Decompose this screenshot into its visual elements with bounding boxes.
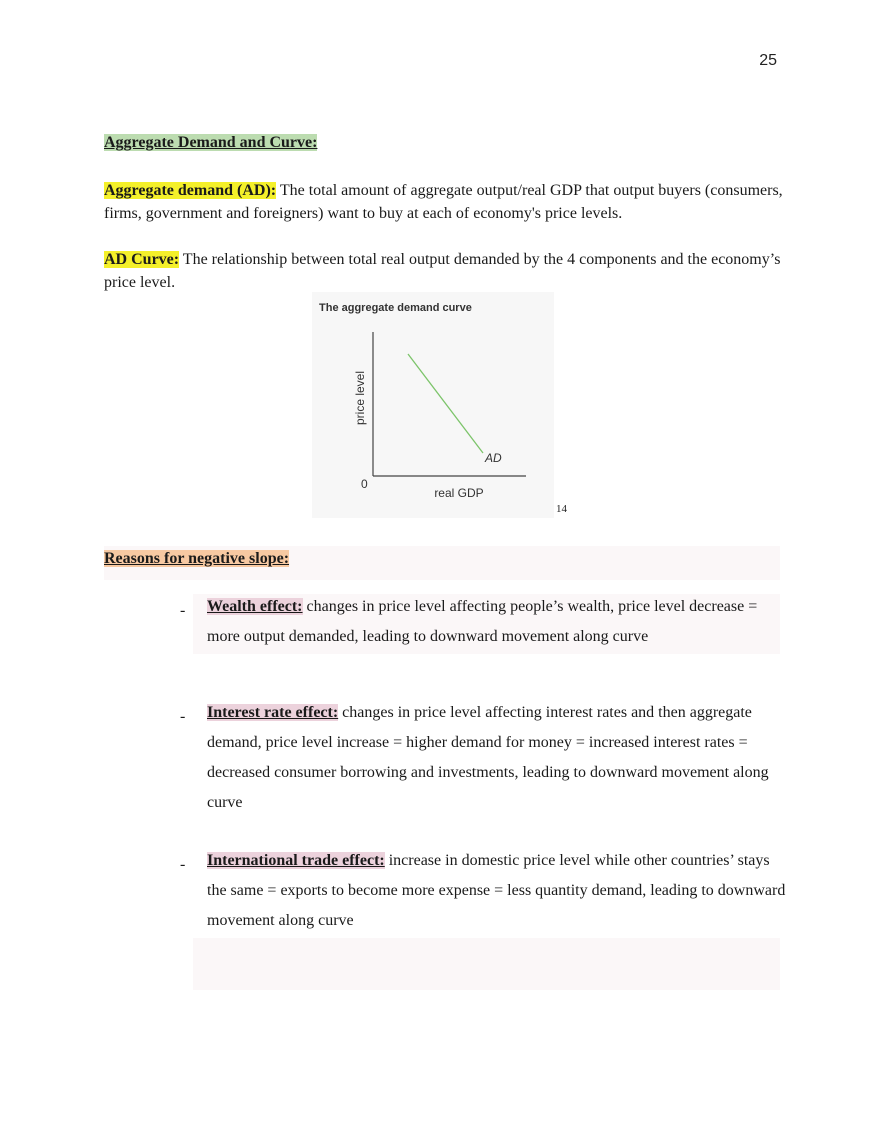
reason-term: Wealth effect: bbox=[207, 598, 303, 615]
definition-text: The total amount of aggregate output/real GDP that output buyers (consumers, firms, government and foreigners) want to buy at each of economy's price levels. bbox=[104, 182, 783, 222]
definition-term: AD Curve: bbox=[104, 251, 180, 268]
shaded-band bbox=[193, 938, 780, 990]
list-marker: - bbox=[180, 602, 186, 619]
x-axis-label: real GDP bbox=[434, 486, 484, 500]
ad-curve-label: AD bbox=[485, 451, 502, 465]
y-axis-label: price level bbox=[353, 370, 367, 426]
chart-title: The aggregate demand curve bbox=[319, 302, 472, 314]
footnote-reference: 14 bbox=[556, 503, 567, 515]
definition-ad-curve bbox=[104, 248, 784, 294]
reason-text: changes in price level affecting people’s wealth, price level decrease = more output demanded, leading to downward movement along curve bbox=[207, 598, 758, 645]
ad-curve-chart bbox=[312, 292, 554, 518]
definition-term: Aggregate demand (AD): bbox=[104, 182, 277, 199]
ad-curve-figure bbox=[312, 292, 554, 518]
reason-term: Interest rate effect: bbox=[207, 704, 339, 721]
list-marker: - bbox=[180, 708, 186, 725]
reasons-heading bbox=[104, 547, 784, 570]
list-item-international-trade-effect bbox=[207, 846, 792, 936]
list-item-interest-rate-effect bbox=[207, 698, 792, 818]
reason-text: changes in price level affecting interest rates and then aggregate demand, price level increase = higher demand for money = increased interest rates = decreased consumer borrowing and investments, leading to downward movement along curve bbox=[207, 704, 769, 811]
definition-text: The relationship between total real output demanded by the 4 components and the economy’s price level. bbox=[104, 251, 781, 291]
section-title: Aggregate Demand and Curve: bbox=[104, 134, 318, 151]
page-number: 25 bbox=[759, 52, 777, 69]
reasons-title: Reasons for negative slope: bbox=[104, 550, 290, 567]
definition-aggregate-demand bbox=[104, 179, 784, 225]
section-heading bbox=[104, 131, 784, 154]
reason-text: increase in domestic price level while other countries’ stays the same = exports to become more expense = less quantity demand, leading to downward movement along curve bbox=[207, 852, 786, 929]
ad-curve-line bbox=[408, 354, 483, 453]
list-item-wealth-effect bbox=[207, 592, 792, 652]
list-marker: - bbox=[180, 856, 186, 873]
origin-label: 0 bbox=[361, 477, 368, 491]
reason-term: International trade effect: bbox=[207, 852, 385, 869]
